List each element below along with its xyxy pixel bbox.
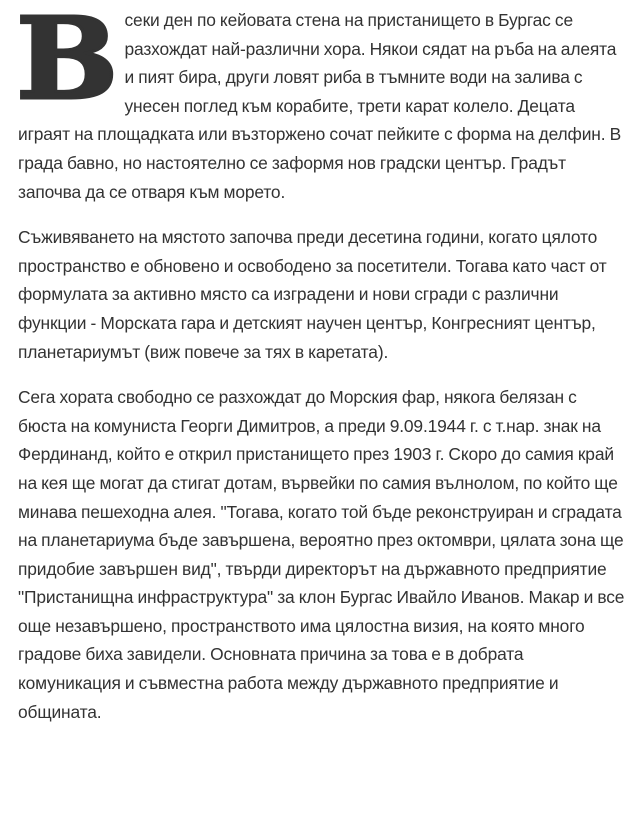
article-paragraph-1 xyxy=(16,0,628,206)
paragraph-text: Сега хората свободно се разхождат до Морския фар, някога белязан с бюста на комуниста Георги Димитров, а преди 9.09.1944 г. с т.нар. знак на Фердинанд, който е открил пристанището през 1903 г. Скоро до самия край на кея ще могат да стигат дотам, вървейки по самия вълнолом, по който ще минава пешеходна алея. "Тогава, когато той бъде реконструиран и сградата на планетариума бъде завършена, вероятно през октомври, цялата зона ще придобие завършен вид", твърди директорът на държавното предприятие "Пристанищна инфраструктура" за клон Бургас Ивайло Иванов. Макар и все още незавършено, пространството има цялостна визия, на която много градове биха завидели. Основната причина за това е в добрата комуникация и съвместна работа между държавното предприятие и общината. xyxy=(18,387,625,722)
article-paragraph-3 xyxy=(18,383,628,726)
paragraph-text: секи ден по кейовата стена на пристанището в Бургас се разхождат най-различни хора. Някои сядат на ръба на алеята и пият бира, други ловят риба в тъмните води на залива с унесен поглед към корабите, трети карат колело. Децата играят на площадката или възторжено сочат пейките с форма на делфин. В града бавно, но настоятелно се заформя нов градски център. Градът започва да се отваря към морето. xyxy=(18,10,622,202)
drop-cap: В xyxy=(16,0,119,125)
paragraph-text: Съживяването на мястото започва преди десетина години, когато цялото пространство е обновено и освободено за посетители. Тогава като част от формулата за активно място са изградени и нови сгради с различни функции - Морската гара и детският научен център, Конгресният център, планетариумът (виж повече за тях в каретата). xyxy=(18,227,607,362)
article-paragraph-2 xyxy=(18,223,628,366)
